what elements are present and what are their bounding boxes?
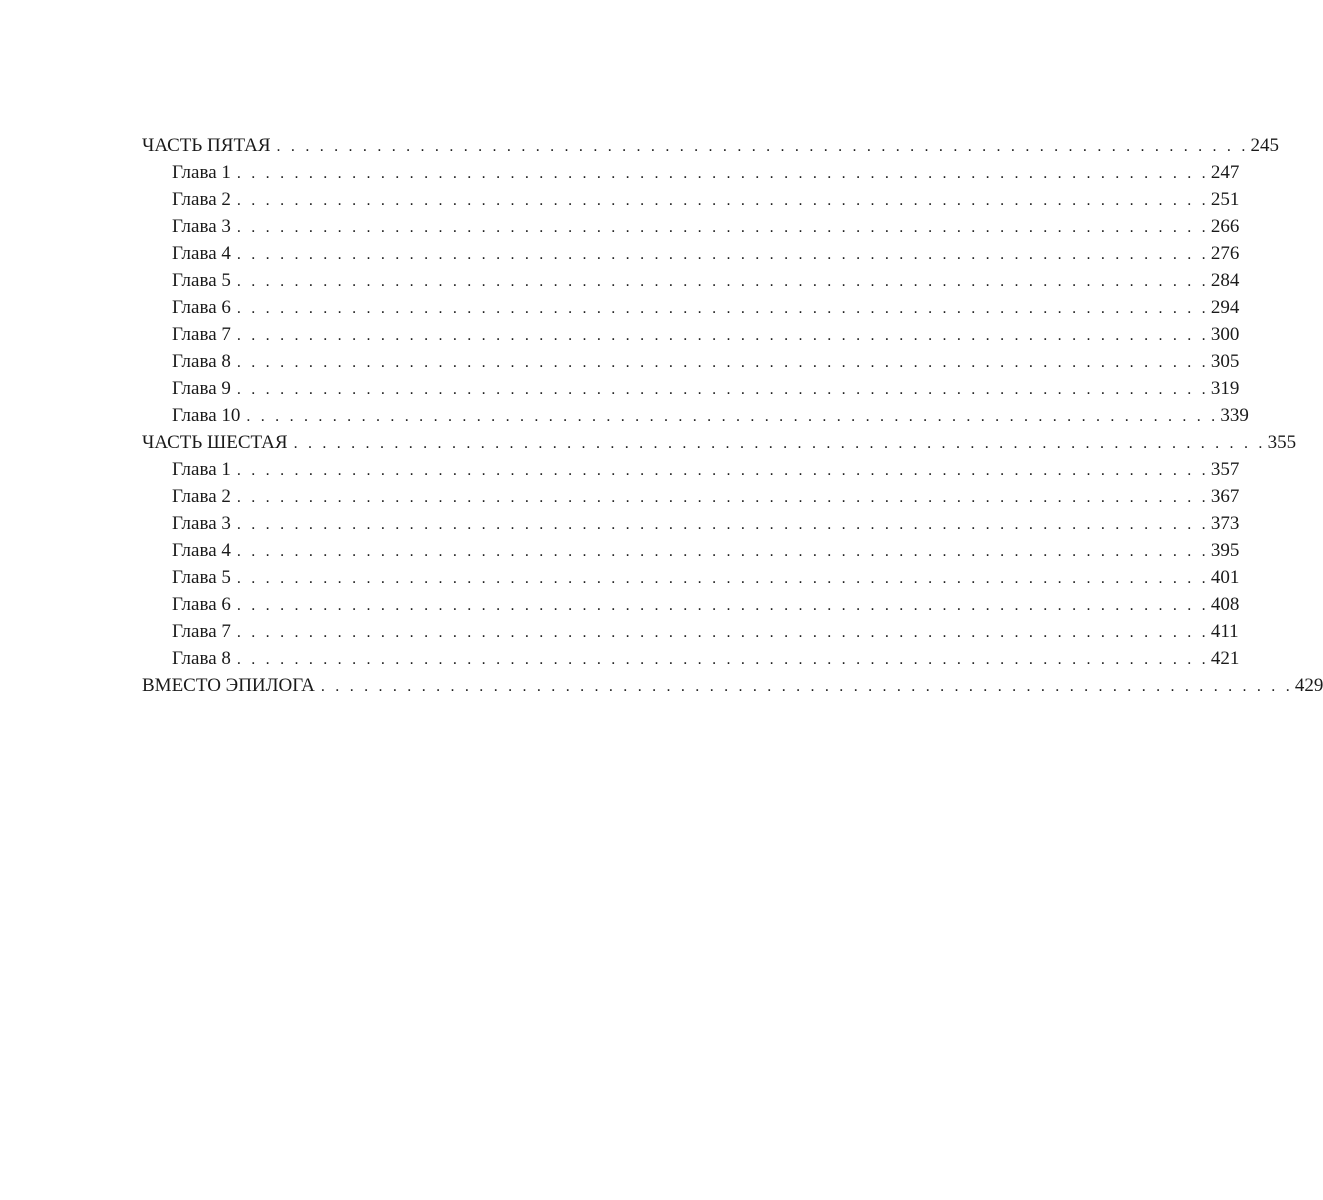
toc-entry-label: ВМЕСТО ЭПИЛОГА [142,675,315,696]
toc-chapter-row [142,375,1240,402]
toc-chapter-row [142,618,1239,645]
dot-leader: . . . . . . . . . . . . . . . . . . . . . . . . . . . . . . . . . . . . . . . . . . . . . . . . . . . . . . . . . . . . . . . . . . . . [236,570,1209,587]
toc-page-number: 276 [1210,243,1240,264]
toc-page-number: 421 [1210,648,1240,669]
toc-chapter-row [142,186,1240,213]
dot-leader: . . . . . . . . . . . . . . . . . . . . . . . . . . . . . . . . . . . . . . . . . . . . . . . . . . . . . . . . . . . . . . . . . . . . [236,354,1209,371]
dot-leader: . . . . . . . . . . . . . . . . . . . . . . . . . . . . . . . . . . . . . . . . . . . . . . . . . . . . . . . . . . . . . . . . . . . . [236,192,1209,209]
dot-leader: . . . . . . . . . . . . . . . . . . . . . . . . . . . . . . . . . . . . . . . . . . . . . . . . . . . . . . . . . . . . . . . . . . . . [320,678,1293,695]
toc-chapter-row [142,591,1240,618]
toc-entry-label: Глава 5 [172,567,231,588]
table-of-contents [142,132,1323,699]
toc-chapter-row [142,267,1240,294]
toc-page-number: 357 [1210,459,1240,480]
toc-page-number: 395 [1210,540,1240,561]
toc-entry-label: Глава 3 [172,513,231,534]
toc-chapter-row [142,564,1240,591]
toc-entry-label: Глава 4 [172,540,231,561]
toc-page-number: 247 [1210,162,1240,183]
dot-leader: . . . . . . . . . . . . . . . . . . . . . . . . . . . . . . . . . . . . . . . . . . . . . . . . . . . . . . . . . . . . . . . . . . . . [236,381,1209,398]
toc-chapter-row [142,483,1240,510]
dot-leader: . . . . . . . . . . . . . . . . . . . . . . . . . . . . . . . . . . . . . . . . . . . . . . . . . . . . . . . . . . . . . . . . . . . . [276,138,1249,155]
toc-entry-label: Глава 6 [172,594,231,615]
toc-page-number: 319 [1210,378,1240,399]
toc-page-number: 300 [1210,324,1240,345]
toc-part-row [142,672,1323,699]
toc-page-number: 339 [1220,405,1249,426]
toc-entry-label: ЧАСТЬ ПЯТАЯ [142,135,271,156]
toc-entry-label: Глава 1 [172,162,231,183]
toc-page-number: 367 [1210,486,1240,507]
dot-leader: . . . . . . . . . . . . . . . . . . . . . . . . . . . . . . . . . . . . . . . . . . . . . . . . . . . . . . . . . . . . . . . . . . . . [236,219,1209,236]
toc-entry-label: Глава 8 [172,351,231,372]
dot-leader: . . . . . . . . . . . . . . . . . . . . . . . . . . . . . . . . . . . . . . . . . . . . . . . . . . . . . . . . . . . . . . . . . . . . [236,246,1209,263]
toc-part-row [142,132,1280,159]
toc-entry-label: Глава 9 [172,378,231,399]
toc-entry-label: Глава 5 [172,270,231,291]
dot-leader: . . . . . . . . . . . . . . . . . . . . . . . . . . . . . . . . . . . . . . . . . . . . . . . . . . . . . . . . . . . . . . . . . . . . [236,300,1209,317]
toc-entry-label: Глава 2 [172,486,231,507]
dot-leader: . . . . . . . . . . . . . . . . . . . . . . . . . . . . . . . . . . . . . . . . . . . . . . . . . . . . . . . . . . . . . . . . . . . . [236,327,1209,344]
toc-chapter-row [142,456,1240,483]
dot-leader: . . . . . . . . . . . . . . . . . . . . . . . . . . . . . . . . . . . . . . . . . . . . . . . . . . . . . . . . . . . . . . . . . . . . [293,435,1266,452]
toc-entry-label: Глава 2 [172,189,231,210]
dot-leader: . . . . . . . . . . . . . . . . . . . . . . . . . . . . . . . . . . . . . . . . . . . . . . . . . . . . . . . . . . . . . . . . . . . . [236,651,1209,668]
toc-entry-label: Глава 4 [172,243,231,264]
dot-leader: . . . . . . . . . . . . . . . . . . . . . . . . . . . . . . . . . . . . . . . . . . . . . . . . . . . . . . . . . . . . . . . . . . . . [236,489,1209,506]
toc-entry-label: Глава 10 [172,405,241,426]
toc-page-number: 373 [1210,513,1240,534]
toc-chapter-row [142,240,1240,267]
toc-page-number: 294 [1210,297,1240,318]
toc-page-number: 401 [1210,567,1240,588]
dot-leader: . . . . . . . . . . . . . . . . . . . . . . . . . . . . . . . . . . . . . . . . . . . . . . . . . . . . . . . . . . . . . . . . . . . . [236,543,1209,560]
toc-entry-label: Глава 7 [172,324,231,345]
toc-chapter-row [142,321,1240,348]
toc-page-number: 251 [1210,189,1240,210]
dot-leader: . . . . . . . . . . . . . . . . . . . . . . . . . . . . . . . . . . . . . . . . . . . . . . . . . . . . . . . . . . . . . . . . . . . . [236,462,1209,479]
toc-chapter-row [142,348,1240,375]
toc-entry-label: ЧАСТЬ ШЕСТАЯ [142,432,288,453]
toc-page-number: 429 [1294,675,1323,696]
toc-entry-label: Глава 1 [172,459,231,480]
toc-chapter-row [142,294,1240,321]
toc-chapter-row [142,537,1240,564]
dot-leader: . . . . . . . . . . . . . . . . . . . . . . . . . . . . . . . . . . . . . . . . . . . . . . . . . . . . . . . . . . . . . . . . . . . . [236,516,1209,533]
toc-page-number: 305 [1210,351,1240,372]
toc-chapter-row [142,159,1240,186]
toc-page-number: 408 [1210,594,1240,615]
toc-chapter-row [142,510,1240,537]
toc-entry-label: Глава 3 [172,216,231,237]
dot-leader: . . . . . . . . . . . . . . . . . . . . . . . . . . . . . . . . . . . . . . . . . . . . . . . . . . . . . . . . . . . . . . . . . . . . [236,273,1209,290]
dot-leader: . . . . . . . . . . . . . . . . . . . . . . . . . . . . . . . . . . . . . . . . . . . . . . . . . . . . . . . . . . . . . . . . . . . . [236,165,1209,182]
toc-entry-label: Глава 7 [172,621,231,642]
toc-part-row [142,429,1297,456]
dot-leader: . . . . . . . . . . . . . . . . . . . . . . . . . . . . . . . . . . . . . . . . . . . . . . . . . . . . . . . . . . . . . . . . . . . . [236,624,1209,641]
toc-chapter-row [142,402,1249,429]
toc-page-number: 411 [1210,621,1239,642]
toc-page-number: 245 [1250,135,1280,156]
dot-leader: . . . . . . . . . . . . . . . . . . . . . . . . . . . . . . . . . . . . . . . . . . . . . . . . . . . . . . . . . . . . . . . . . . . . [246,408,1219,425]
toc-chapter-row [142,213,1240,240]
toc-page-number: 284 [1210,270,1240,291]
toc-entry-label: Глава 6 [172,297,231,318]
dot-leader: . . . . . . . . . . . . . . . . . . . . . . . . . . . . . . . . . . . . . . . . . . . . . . . . . . . . . . . . . . . . . . . . . . . . [236,597,1209,614]
toc-page-number: 355 [1267,432,1297,453]
toc-page-number: 266 [1210,216,1240,237]
toc-chapter-row [142,645,1240,672]
toc-entry-label: Глава 8 [172,648,231,669]
